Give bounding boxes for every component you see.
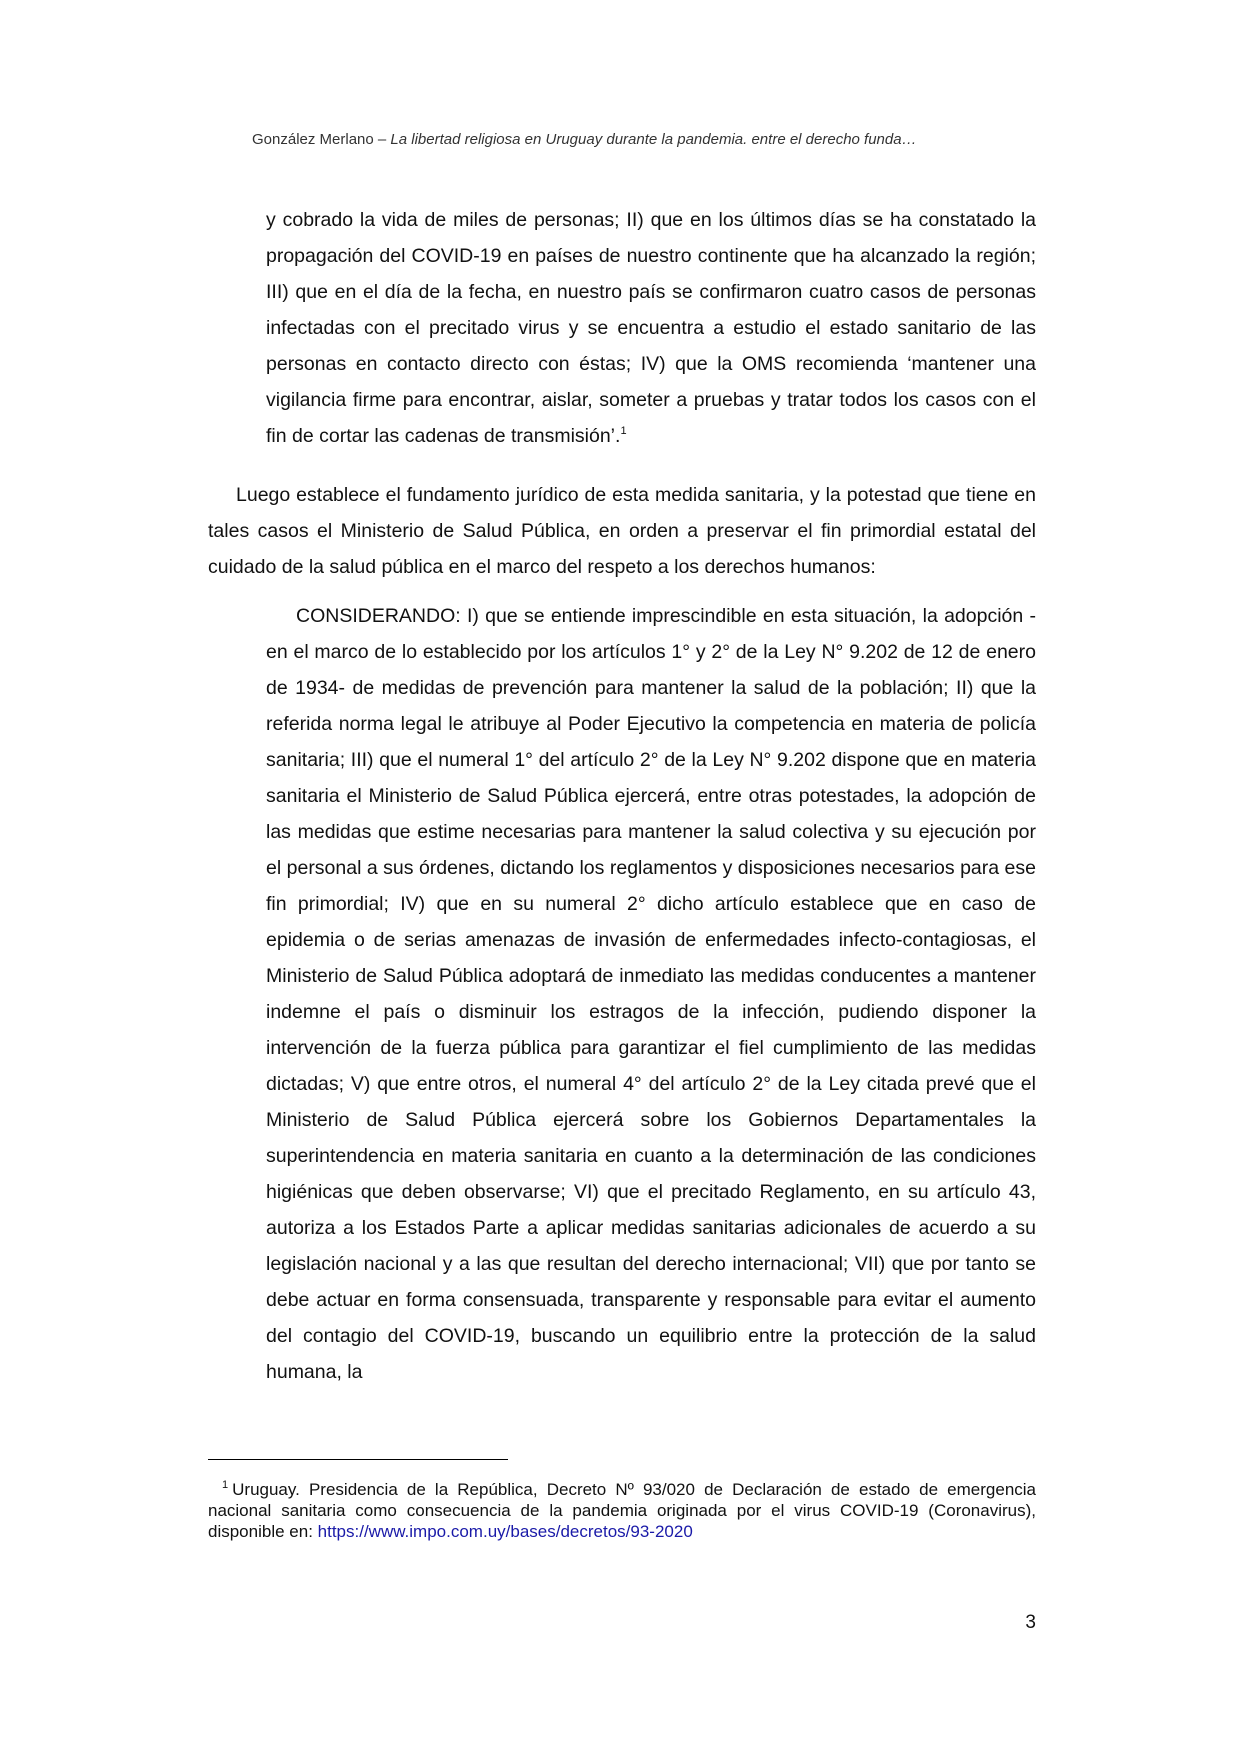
footnote-number: 1 [222, 1479, 229, 1491]
header-title: La libertad religiosa en Uruguay durante la pandemia. entre el derecho funda… [390, 131, 917, 148]
block-quote-considerando: CONSIDERANDO: I) que se entiende imprescindible en esta situación, la adopción - en el marco de lo establecido por los artículos 1° y 2° de la Ley N° 9.202 de 12 de enero de 1934- de medidas de prevención para mantener la salud de la población; II) que la referida norma legal le atribuye al Poder Ejecutivo la competencia en materia de policía sanitaria; III) que el numeral 1° del artículo 2° de la Ley N° 9.202 dispone que en materia sanitaria el Ministerio de Salud Pública ejercerá, entre otras potestades, la adopción de las medidas que estime necesarias para mantener la salud colectiva y su ejecución por el personal a sus órdenes, dictando los reglamentos y disposiciones necesarios para ese fin primordial; IV) que en su numeral 2° dicho artículo establece que en caso de epidemia o de serias amenazas de invasión de enfermedades infecto-contagiosas, el Ministerio de Salud Pública adoptará de inmediato las medidas conducentes a mantener indemne el país o disminuir los estragos de la infección, pudiendo disponer la intervención de la fuerza pública para garantizar el fiel cumplimiento de las medidas dictadas; V) que entre otros, el numeral 4° del artículo 2° de la Ley citada prevé que el Ministerio de Salud Pública ejercerá sobre los Gobiernos Departamentales la superintendencia en materia sanitaria en cuanto a la determinación de las condiciones higiénicas que deben observarse; VI) que el precitado Reglamento, en su artículo 43, autoriza a los Estados Parte a aplicar medidas sanitarias adicionales de acuerdo a su legislación nacional y a las que resultan del derecho internacional; VII) que por tanto se debe actuar en forma consensuada, transparente y responsable para evitar el aumento del contagio del COVID-19, buscando un equilibrio entre la protección de la salud humana, la [266, 605, 1036, 1383]
footnote-text: Uruguay. Presidencia de la República, Decreto Nº 93/020 de Declaración de estado de emergencia nacional sanitaria como consecuencia de la pandemia originada por el virus COVID-19 (Coronavirus), disponible en: [208, 1480, 1036, 1541]
quote-text: y cobrado la vida de miles de personas; II) que en los últimos días se ha constatado la propagación del COVID-19 en países de nuestro continente que ha alcanzado la región; III) que en el día de la fecha, en nuestro país se confirmaron cuatro casos de personas infectadas con el precitado virus y se encuentra a estudio el estado sanitario de las personas en contacto directo con éstas; IV) que la OMS recomienda ‘mantener una vigilancia firme para encontrar, aislar, someter a pruebas y tratar todos los casos con el fin de cortar las cadenas de transmisión’. [266, 209, 1036, 447]
footnote-reference[interactable]: 1 [620, 425, 627, 437]
running-header [252, 131, 1052, 148]
footnote-link[interactable]: https://www.impo.com.uy/bases/decretos/93-2020 [317, 1522, 693, 1541]
page-number: 3 [1025, 1612, 1036, 1633]
footnote-separator [208, 1459, 508, 1460]
block-quote-continuation [266, 202, 1036, 454]
header-author: González Merlano – [252, 131, 391, 148]
body-paragraph: Luego establece el fundamento jurídico de esta medida sanitaria, y la potestad que tiene en tales casos el Ministerio de Salud Pública, en orden a preservar el fin primordial estatal del cuidado de la salud pública en el marco del respeto a los derechos humanos: [208, 484, 1036, 578]
footnote [208, 1479, 1036, 1542]
